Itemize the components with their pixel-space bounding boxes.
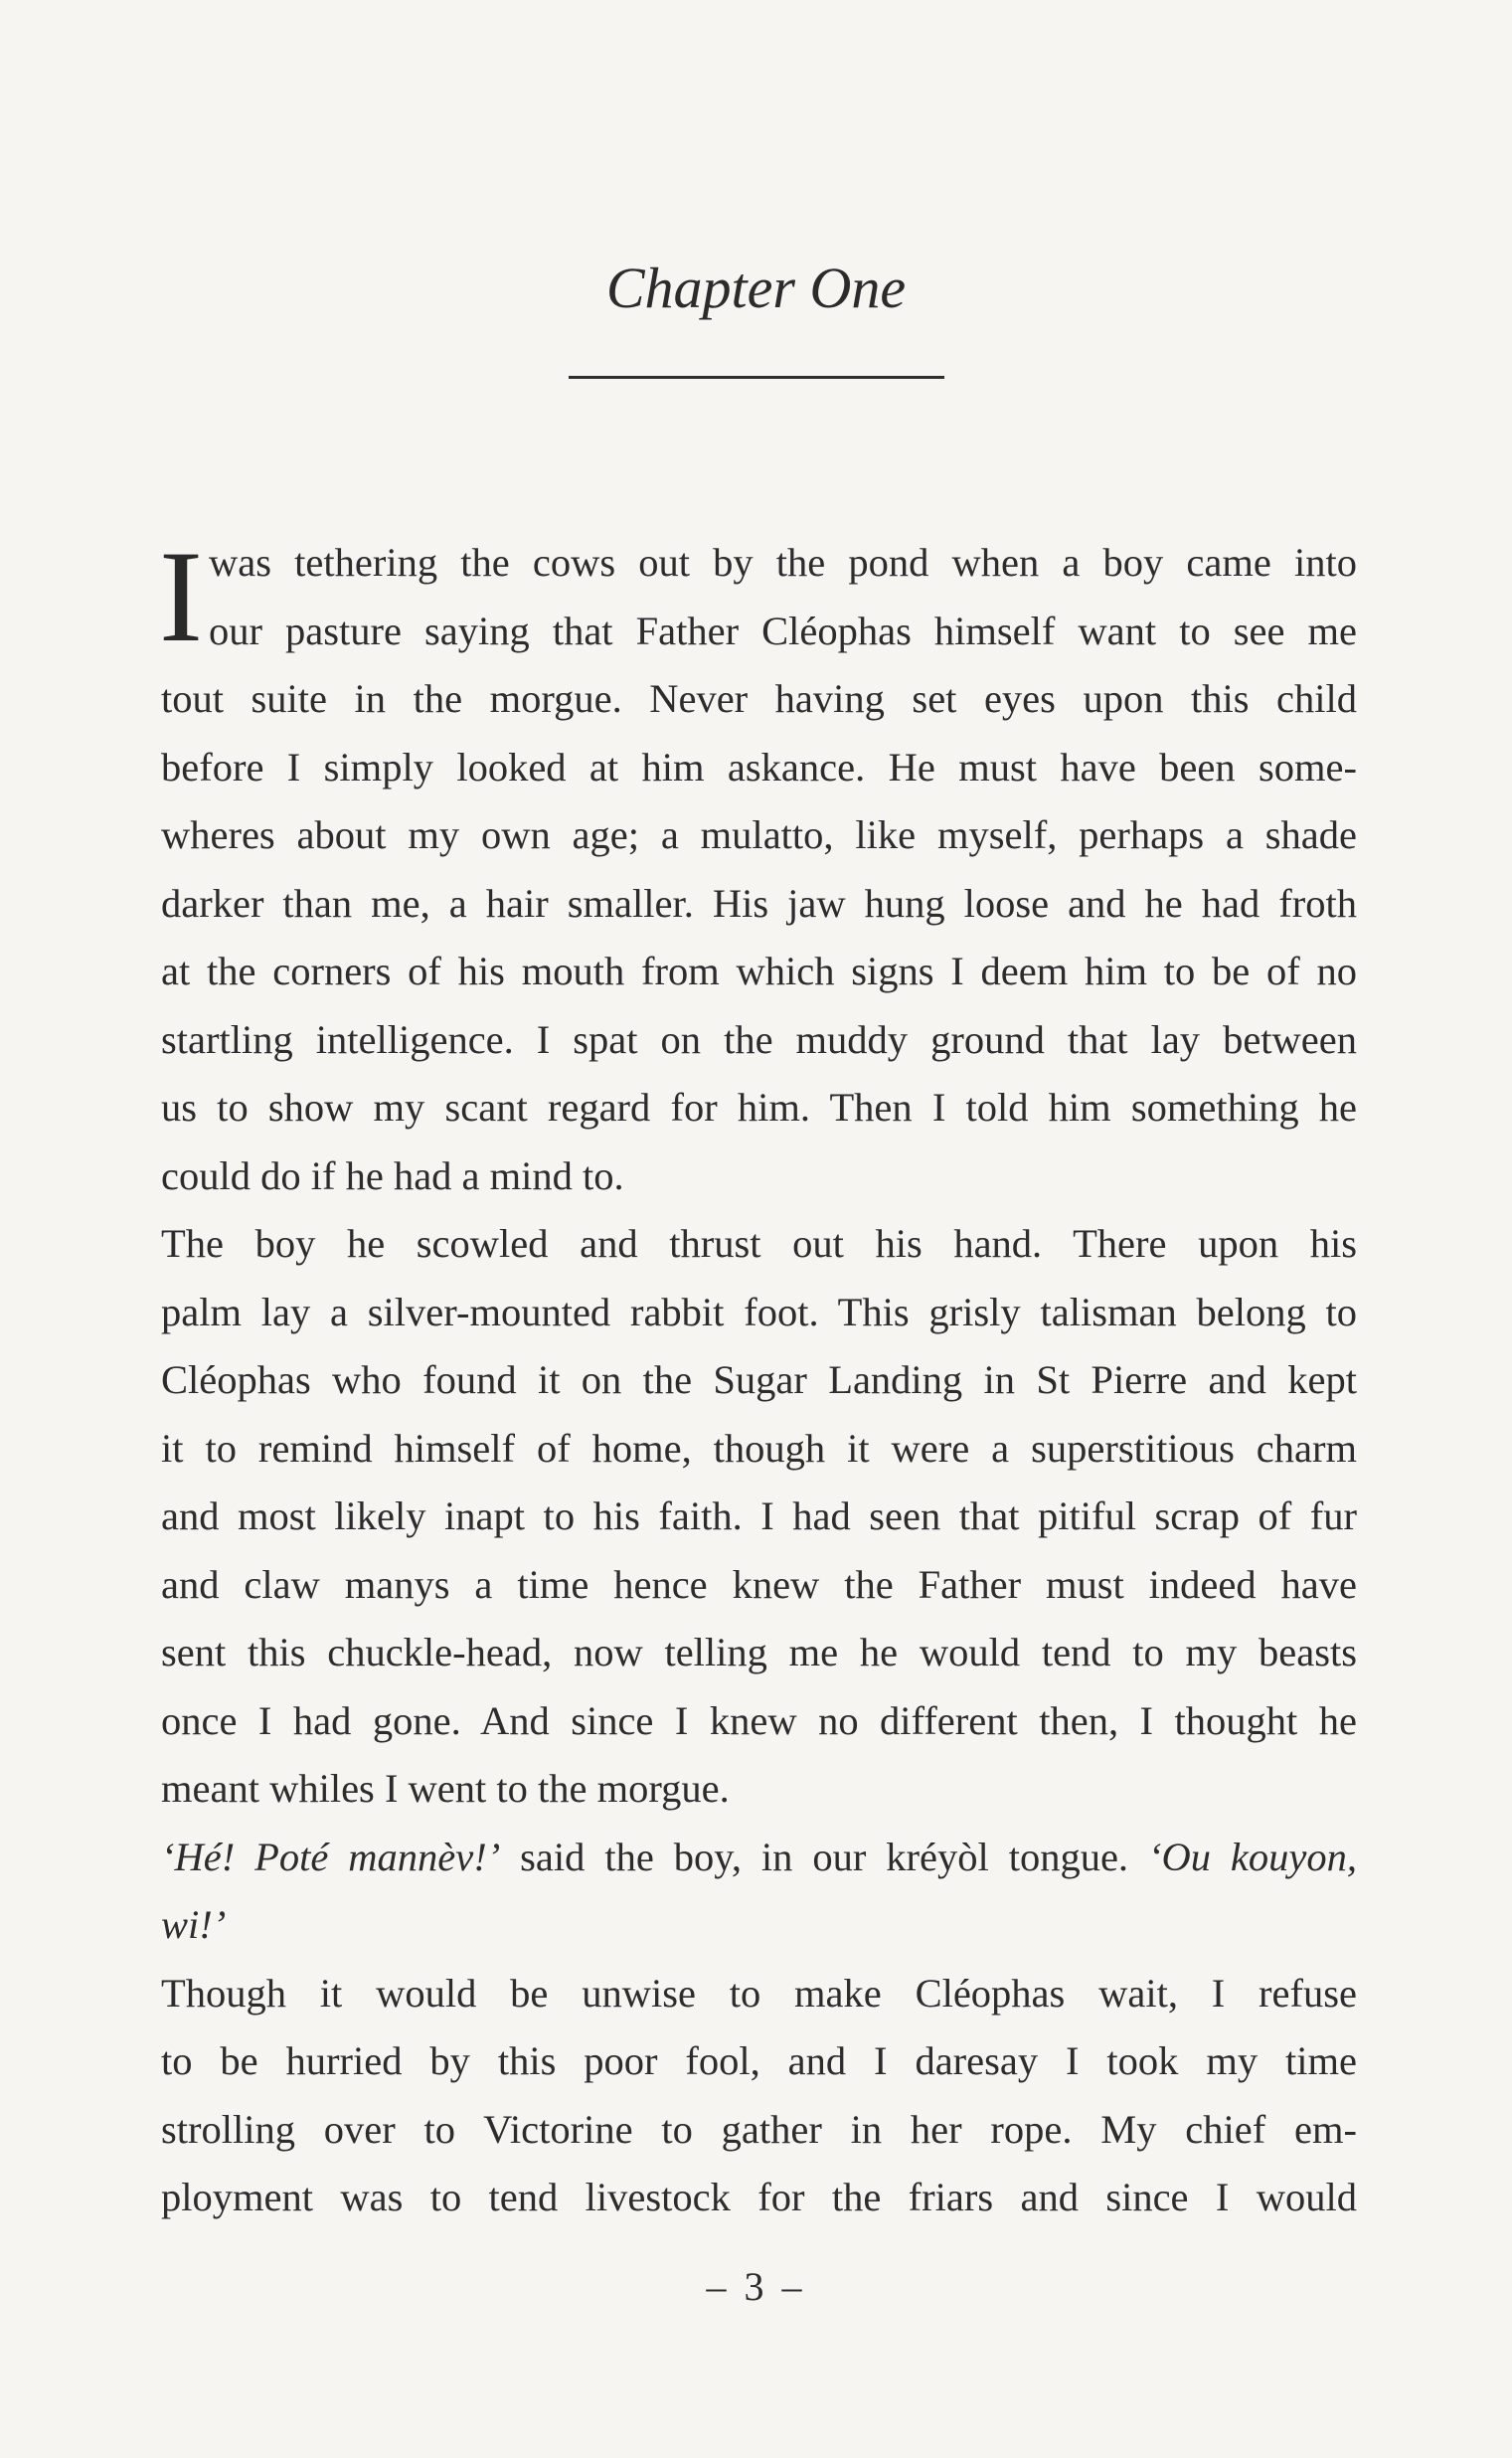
text-line: us to show my scant regard for him. Then I told him something he bbox=[161, 1085, 1357, 1130]
dialogue-roman: said the boy, in our kréyòl tongue. bbox=[500, 1834, 1148, 1879]
paragraph-3 bbox=[161, 1824, 1357, 1960]
text-line: tout suite in the morgue. Never having set eyes upon this child bbox=[161, 676, 1357, 721]
chapter-title: Chapter One bbox=[605, 256, 907, 320]
text-line bbox=[161, 1891, 1357, 1960]
drop-cap: I bbox=[159, 523, 203, 669]
dialogue-italic: ‘Ou kouyon, bbox=[1148, 1834, 1357, 1879]
text-line: it to remind himself of home, though it were a superstitious charm bbox=[161, 1425, 1357, 1471]
text-line: once I had gone. And since I knew no different then, I thought he bbox=[161, 1697, 1357, 1743]
text-line: at the corners of his mouth from which signs I deem him to be of no bbox=[161, 949, 1357, 993]
text-line: could do if he had a mind to. bbox=[161, 1152, 624, 1198]
text-line: and claw manys a time hence knew the Father must indeed have bbox=[161, 1561, 1357, 1607]
page-number: – 3 – bbox=[706, 2264, 806, 2309]
text-line: palm lay a silver-mounted rabbit foot. This grisly talisman belong to bbox=[161, 1289, 1357, 1334]
body-text bbox=[159, 523, 1357, 2232]
text-line: before I simply looked at him askance. He must have been some- bbox=[161, 744, 1357, 790]
paragraph-4 bbox=[161, 1960, 1357, 2232]
text-line: to be hurried by this poor fool, and I daresay I took my time bbox=[161, 2038, 1357, 2083]
paragraph-2 bbox=[161, 1210, 1357, 1824]
text-line: The boy he scowled and thrust out his hand. There upon his bbox=[161, 1221, 1357, 1266]
text-line: our pasture saying that Father Cléophas himself want to see me bbox=[209, 608, 1357, 653]
text-line bbox=[161, 1824, 1357, 1892]
dialogue-italic: ‘Hé! Poté mannèv!’ bbox=[161, 1834, 501, 1879]
text-line: darker than me, a hair smaller. His jaw hung loose and he had froth bbox=[161, 880, 1357, 926]
title-rule bbox=[569, 376, 944, 379]
text-line: meant whiles I went to the morgue. bbox=[161, 1766, 730, 1811]
dialogue-italic: wi!’ bbox=[161, 1902, 227, 1947]
text-line: startling intelligence. I spat on the muddy ground that lay between bbox=[161, 1016, 1357, 1062]
paragraph-1 bbox=[159, 523, 1357, 1210]
text-line: sent this chuckle-head, now telling me he would tend to my beasts bbox=[161, 1630, 1357, 1674]
text-line: ployment was to tend livestock for the friars and since I would bbox=[161, 2175, 1357, 2219]
text-line: and most likely inapt to his faith. I had seen that pitiful scrap of fur bbox=[161, 1493, 1357, 1538]
text-line: wheres about my own age; a mulatto, like myself, perhaps a shade bbox=[161, 812, 1357, 857]
line-text: was tethering the cows out by the pond when a boy came into bbox=[209, 540, 1357, 585]
text-line: Cléophas who found it on the Sugar Landing in St Pierre and kept bbox=[161, 1357, 1357, 1402]
text-line: strolling over to Victorine to gather in her rope. My chief em- bbox=[161, 2106, 1357, 2152]
text-line: Though it would be unwise to make Cléophas wait, I refuse bbox=[161, 1970, 1357, 2016]
